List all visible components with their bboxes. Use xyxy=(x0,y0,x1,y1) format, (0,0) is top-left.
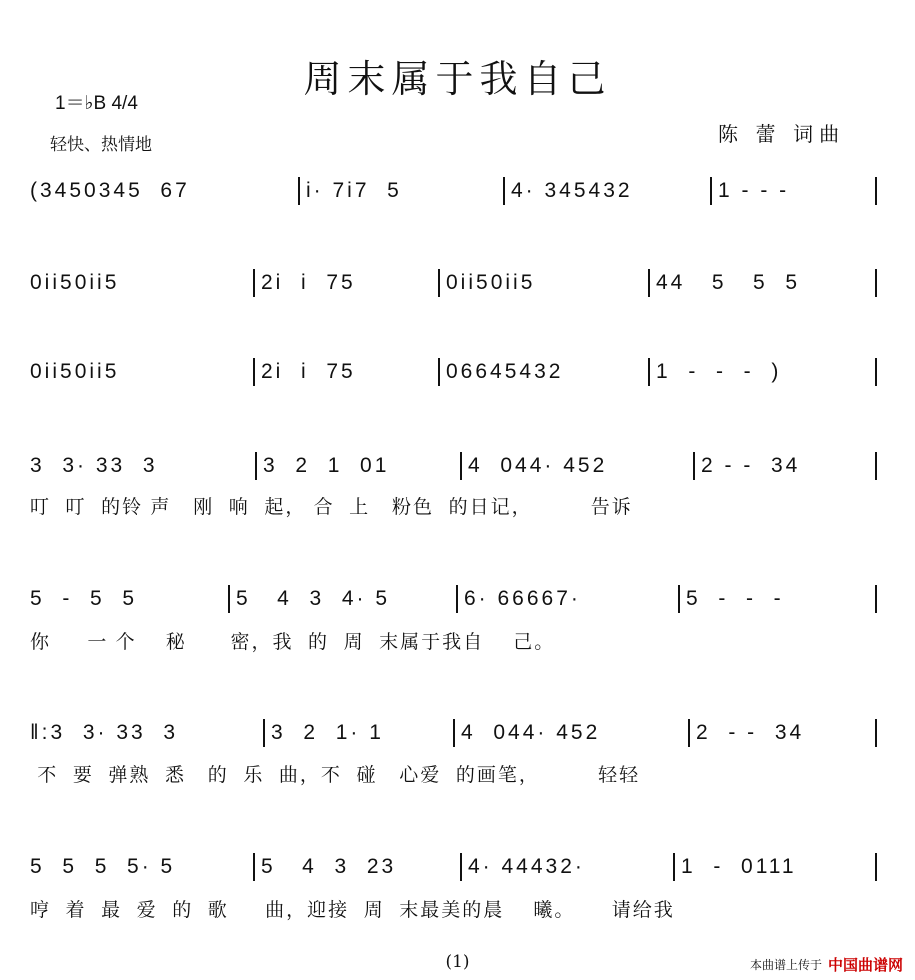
staff-row xyxy=(30,176,880,206)
measure: 3 2 1· 1 xyxy=(265,719,455,747)
measure: 0ii50ii5 xyxy=(440,269,650,297)
measure: 2i i 75 xyxy=(255,358,440,386)
measure: (3450345 67 xyxy=(30,177,300,205)
measure: 4· 44432· xyxy=(462,853,675,881)
measure: 1 - - - ) xyxy=(650,358,877,386)
key-signature: 1＝♭B 4/4 xyxy=(55,93,138,114)
measure: 1 - 0111 xyxy=(675,853,877,881)
measure: 3 3· 33 3 xyxy=(30,452,257,480)
measure: 0ii50ii5 xyxy=(30,358,255,386)
staff-row xyxy=(30,718,880,748)
lyrics-line: 不 要 弹熟 悉 的 乐 曲，不 碰 心爱 的画笔， 轻轻 xyxy=(30,765,641,786)
measure: 4 044· 452 xyxy=(462,452,695,480)
staff-row xyxy=(30,852,880,882)
measure: 5 - - - xyxy=(680,585,877,613)
measure: 6· 66667· xyxy=(458,585,680,613)
measure: 06645432 xyxy=(440,358,650,386)
measure: ‖:3 3· 33 3 xyxy=(30,719,265,747)
lyrics-line: 哼 着 最 爱 的 歌 曲，迎接 周 末最美的晨 曦。 请给我 xyxy=(30,900,675,921)
measure: 0ii50ii5 xyxy=(30,269,255,297)
measure: i· 7i7 5 xyxy=(300,177,505,205)
measure: 2 - - 34 xyxy=(690,719,877,747)
page-number: (1) xyxy=(445,952,470,972)
composer: 陈 蕾 词曲 xyxy=(718,124,846,146)
measure: 2i i 75 xyxy=(255,269,440,297)
measure: 3 2 1 01 xyxy=(257,452,462,480)
measure: 5 5 5 5· 5 xyxy=(30,853,255,881)
measure: 4 044· 452 xyxy=(455,719,690,747)
measure: 44 5 5 5 xyxy=(650,269,877,297)
measure: 2 - - 34 xyxy=(695,452,877,480)
watermark-text: 本曲谱上传于 xyxy=(749,958,822,972)
measure: 5 4 3 4· 5 xyxy=(230,585,458,613)
measure: 5 - 5 5 xyxy=(30,585,230,613)
staff-row xyxy=(30,584,880,614)
watermark xyxy=(750,954,903,975)
staff-row xyxy=(30,268,880,298)
staff-row xyxy=(30,451,880,481)
song-title: 周末属于我自己 xyxy=(303,57,612,101)
staff-row xyxy=(30,357,880,387)
lyrics-line: 叮 叮 的铃 声 刚 响 起， 合 上 粉色 的日记， 告诉 xyxy=(30,497,633,518)
lyrics-line: 你 一 个 秘 密，我 的 周 末属于我自 己。 xyxy=(30,632,556,653)
site-logo: 中国曲谱网 xyxy=(827,957,903,974)
measure: 1 - - - xyxy=(712,177,877,205)
tempo-marking: 轻快、热情地 xyxy=(50,135,152,154)
measure: 4· 345432 xyxy=(505,177,712,205)
measure: 5 4 3 23 xyxy=(255,853,462,881)
